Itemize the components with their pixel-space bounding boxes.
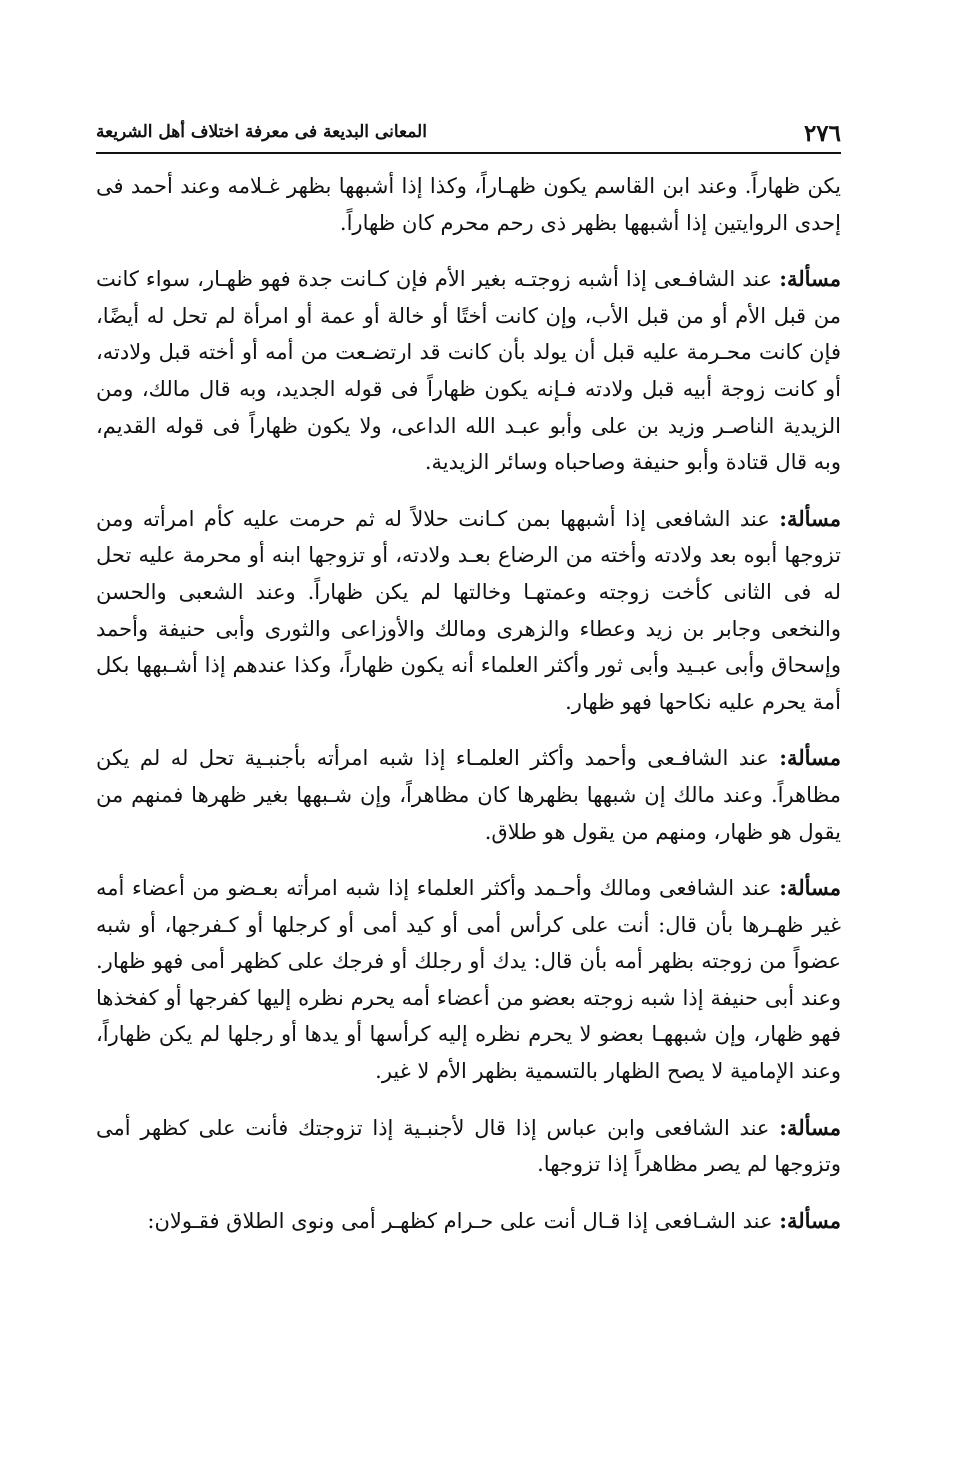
page-header [96, 118, 841, 154]
paragraph-lead: مسألة: [779, 266, 841, 292]
paragraph-masala [96, 501, 841, 721]
paragraph-lead: مسألة: [779, 745, 841, 771]
paragraph-masala [96, 740, 841, 850]
paragraph-masala [96, 1110, 841, 1183]
paragraph-lead: مسألة: [779, 1114, 841, 1140]
paragraph-text: عند الشـافعى إذا قـال أنت على حـرام كظهـر أمى ونوى الطلاق فقـولان: [147, 1208, 780, 1233]
paragraph-lead: مسألة: [779, 1207, 841, 1233]
page-body [96, 168, 841, 1239]
paragraph-text: يكن ظهاراً. وعند ابن القاسم يكون ظهـاراً، وكذا إذا أشبهها بظهر غـلامه وعند أحمد فى إحدى الروايتين إذا أشبهها بظهر ذى رحم محرم كان ظهاراً. [96, 174, 841, 235]
paragraph-text: عند الشافـعى وأحمد وأكثر العلمـاء إذا شبه امرأته بأجنبـية تحل له لم يكن مظاهراً. وعند مالك إن شبهها بظهرها كان مظاهراً، وإن شـبهها بغير ظهرها فمنهم من يقول هو ظهار، ومنهم من يقول هو طلاق. [96, 746, 841, 844]
paragraph-text: عند الشافعى وابن عباس إذا قال لأجنبـية إذا تزوجتك فأنت على كظهر أمى وتزوجها لم يصر مظاهراً إذا تزوجها. [96, 1115, 841, 1177]
paragraph-text: عند الشافعى ومالك وأحـمد وأكثر العلماء إذا شبه امرأته بعـضو من أعضاء أمه غير ظهـرها بأن قال: أنت على كرأس أمى أو كيد أمى أو كرجلها أو كـفرجها، أو شبه عضواً من زوجته بظهر أمه بأن قال: يدك أو رجلك أو فرجك على كظهر أمى فهو ظهار. وعند أبى حنيفة إذا شبه زوجته بعضو من أعضاء أمه يحرم نظره إليها كفرجها أو كفخذها فهو ظهار، وإن شبههـا بعضو لا يحرم نظره إليه كرأسها أو يدها أو رجلها لم يكن ظهاراً، وعند الإمامية لا يصح الظهار بالتسمية بظهر الأم لا غير. [96, 876, 841, 1084]
paragraph-lead: مسألة: [779, 505, 841, 531]
paragraph-continuation [96, 168, 841, 241]
paragraph-masala [96, 1203, 841, 1240]
running-title: المعانى البديعة فى معرفة اختلاف أهل الشريعة [96, 122, 427, 142]
paragraph-masala [96, 870, 841, 1090]
paragraph-text: عند الشافـعى إذا أشبه زوجتـه بغير الأم فإن كـانت جدة فهو ظهـار، سواء كانت من قبل الأم أو من قبل الأب، وإن كانت أختًا أو خالة أو عمة أو امرأة لم تحل له أيضًا، فإن كانت محـرمة عليه قبل أن يولد بأن كانت قد ارتضـعت من أمه أو أخته قبل ولادته، أو كانت زوجة أبيه قبل ولادته فـإنه يكون ظهاراً فى قوله الجديد، وبه قال مالك، ومن الزيدية الناصـر وزيد بن على وأبو عبـد الله الداعى، ولا يكون ظهاراً فى قوله القديم، وبه قال قتادة وأبو حنيفة وصاحباه وسائر الزيدية. [96, 267, 841, 475]
paragraph-lead: مسألة: [779, 875, 841, 901]
paragraph-text: عند الشافعى إذا أشبهها بمن كـانت حلالاً له ثم حرمت عليه كأم امرأته ومن تزوجها أبوه بعد ولادته وأخته من الرضاع بعـد ولادته، أو تزوجها ابنه أو محرمة عليه تحل له فى الثانى كأخت زوجته وعمتهـا وخالتها لم يكن ظهاراً. وعند الشعبى والحسن والنخعى وجابر بن زيد وعطاء والزهرى ومالك والأوزاعى والثورى وأبى حنيفة وأحمد وإسحاق وأبى عبـيد وأبى ثور وأكثر العلماء أنه يكون ظهاراً، وكذا عندهم إذا أشـبهها بكل أمة يحرم عليه نكاحها فهو ظهار. [96, 506, 841, 714]
paragraph-masala [96, 261, 841, 481]
page-number: ٢٧٦ [803, 120, 841, 147]
book-page [96, 118, 841, 1259]
